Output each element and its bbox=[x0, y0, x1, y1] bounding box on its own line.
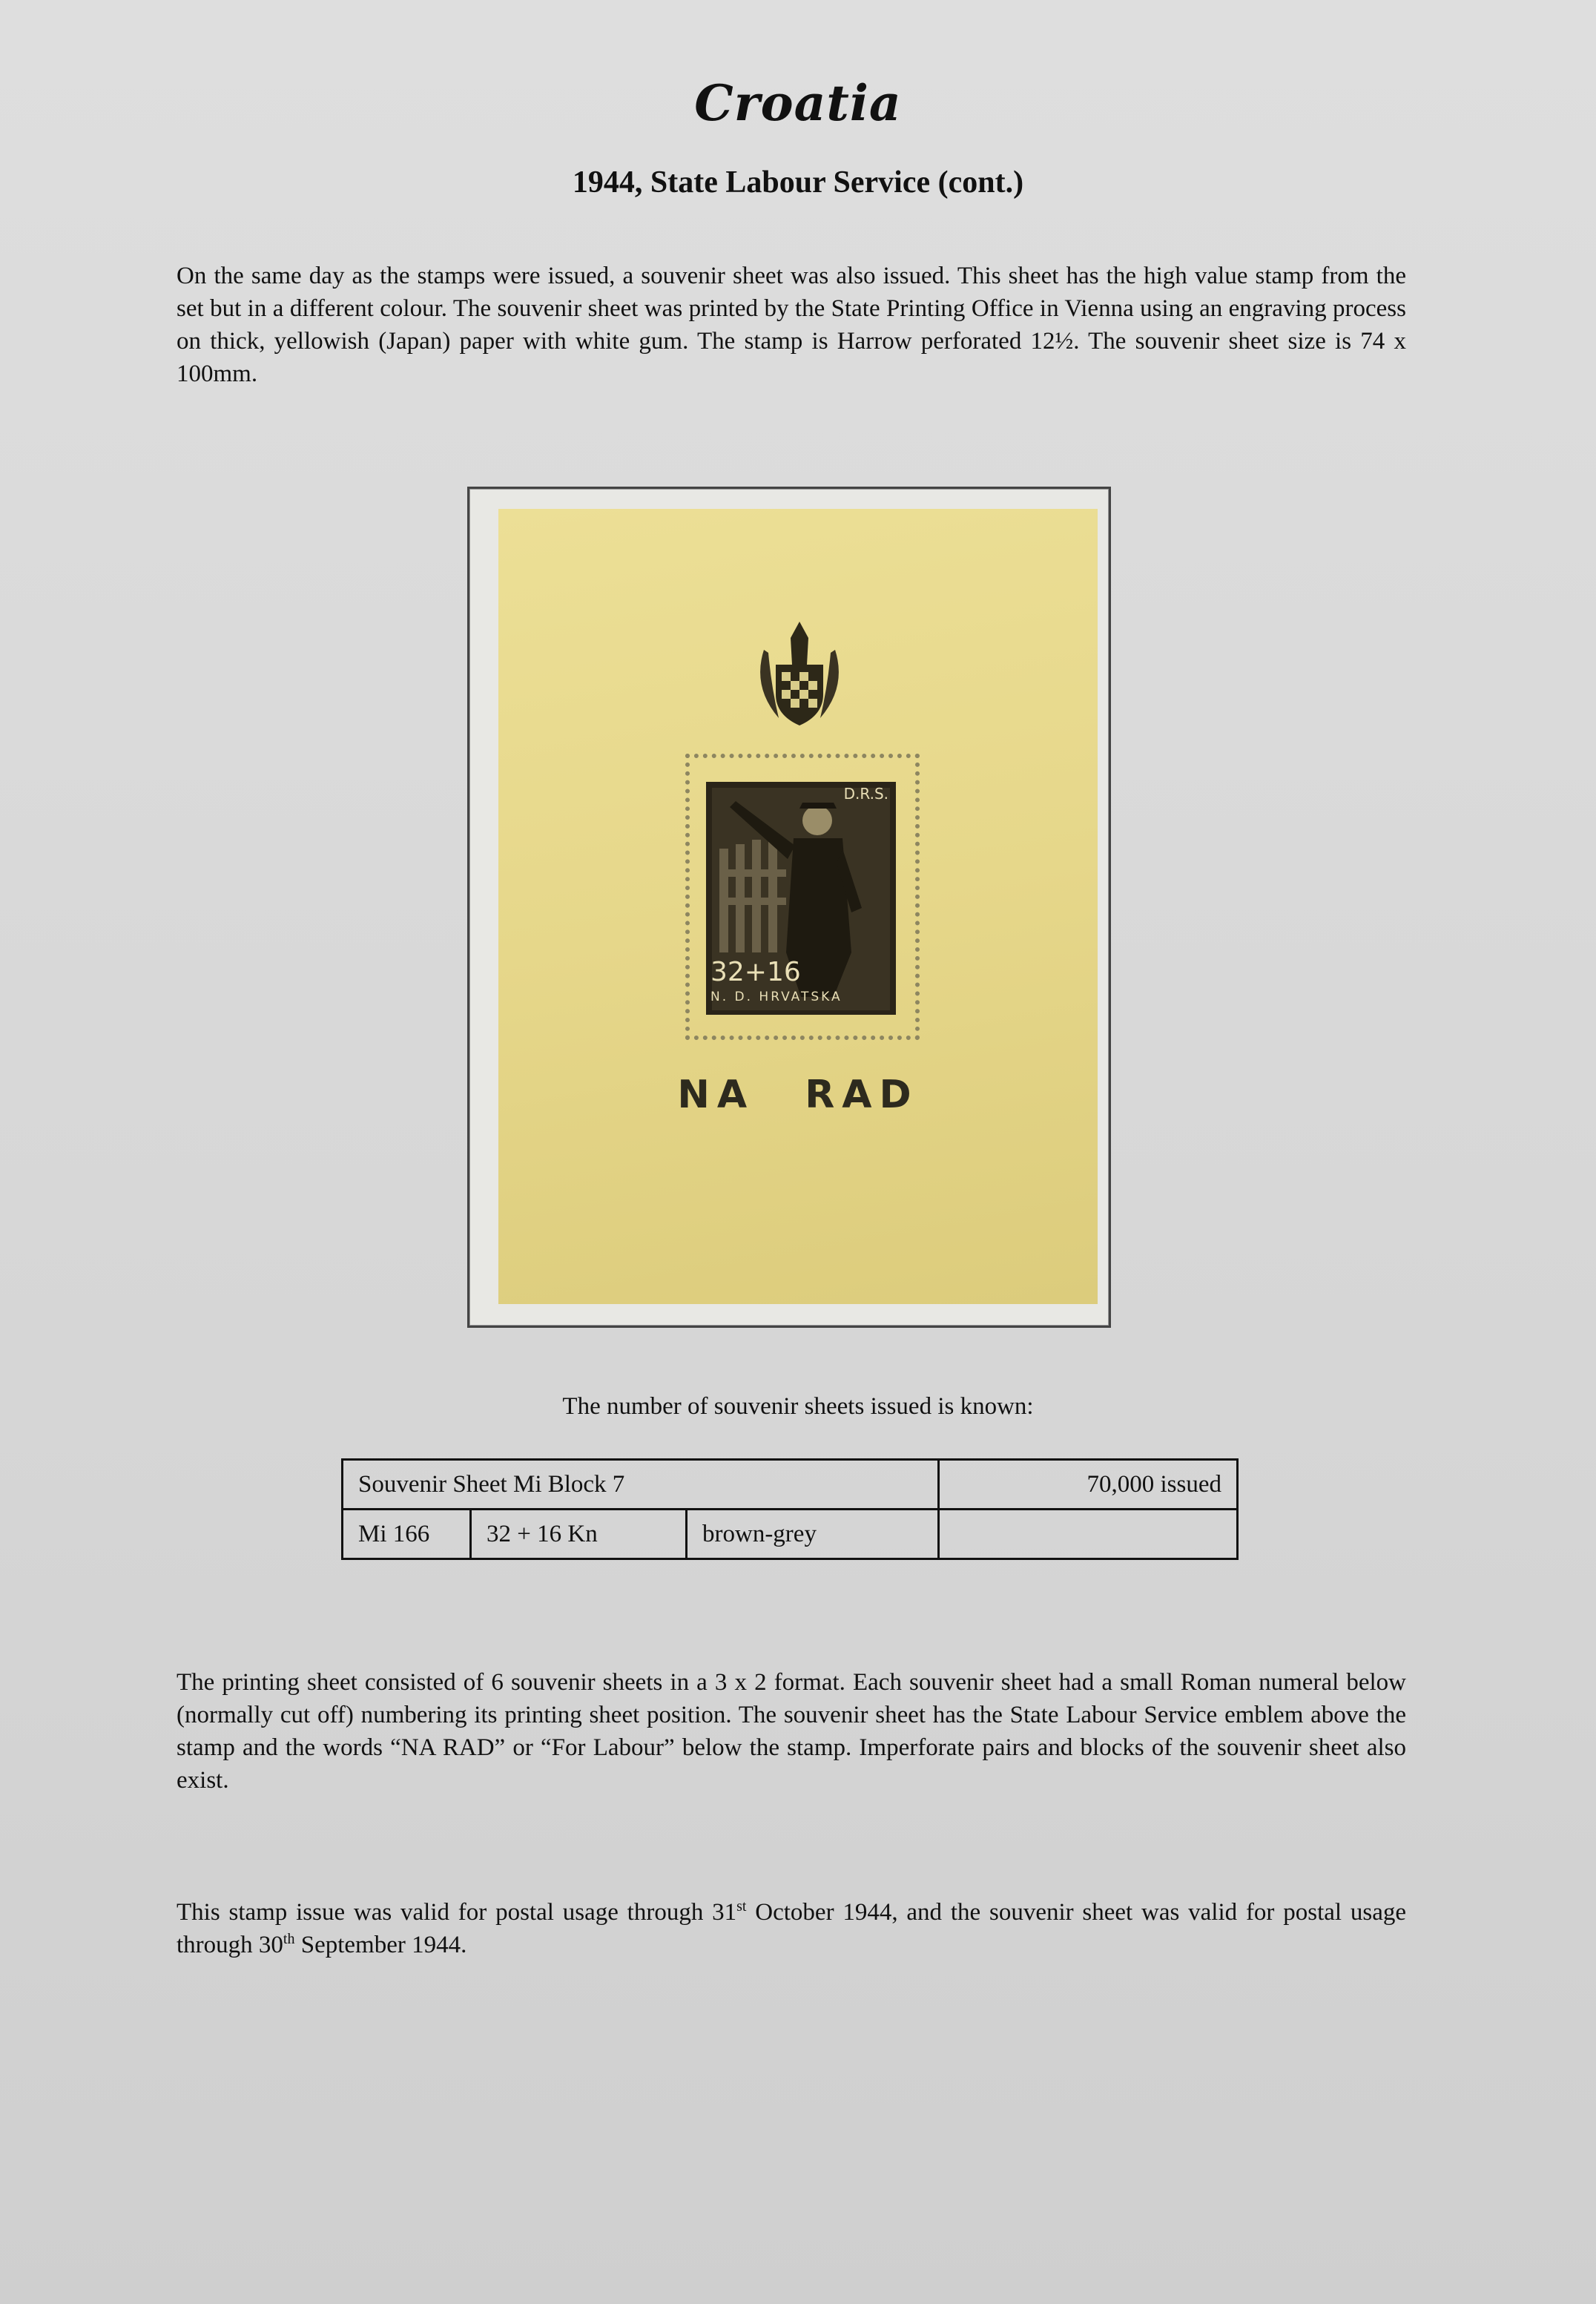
table-cell-count bbox=[939, 1510, 1238, 1559]
table-cell-value: 32 + 16 Kn bbox=[471, 1510, 687, 1559]
validity-sup-2: th bbox=[283, 1931, 295, 1947]
page-title: Croatia bbox=[694, 74, 902, 132]
validity-paragraph bbox=[177, 1896, 1406, 1961]
table-caption: The number of souvenir sheets issued is known: bbox=[562, 1393, 1034, 1420]
intro-paragraph: On the same day as the stamps were issued, a souvenir sheet was also issued. This sheet has the high value stamp from the set but in a different colour. The souvenir sheet was printed by the State Printing Office in Vienna using an engraving process on thick, yellowish (Japan) paper with white gum. The stamp is Harrow perforated 12½. The souvenir sheet size is 74 x 100mm. bbox=[177, 263, 1406, 387]
table-header-label: Souvenir Sheet Mi Block 7 bbox=[343, 1460, 939, 1510]
validity-text-2: October 1944, and the souvenir sheet was valid for postal usage through 30 bbox=[177, 1899, 1406, 1958]
validity-sup-1: st bbox=[736, 1898, 747, 1915]
printing-paragraph: The printing sheet consisted of 6 souvenir sheets in a 3 x 2 format. Each souvenir sheet had a small Roman numeral below (normally cut off) numbering its printing sheet position. The souvenir sheet has the State Labour Service emblem above the stamp and the words “NA RAD” or “For Labour” below the stamp. Imperforate pairs and blocks of the souvenir sheet also exist. bbox=[177, 1669, 1406, 1794]
table-row bbox=[343, 1510, 1238, 1559]
table-cell-mi: Mi 166 bbox=[343, 1510, 471, 1559]
issue-table bbox=[341, 1458, 1239, 1560]
stamp-country: N. D. HRVATSKA bbox=[710, 990, 842, 1004]
validity-text-3: September 1944. bbox=[294, 1932, 467, 1958]
table-cell-color: brown-grey bbox=[687, 1510, 939, 1559]
stamp-value: 32+16 bbox=[710, 957, 801, 987]
state-labour-service-emblem-icon bbox=[749, 620, 850, 731]
stamp-top-label: D.R.S. bbox=[843, 785, 888, 803]
validity-text-1: This stamp issue was valid for postal usage through 31 bbox=[177, 1899, 737, 1926]
sheet-inscription: NA RAD bbox=[677, 1073, 919, 1117]
table-header-count: 70,000 issued bbox=[939, 1460, 1238, 1510]
page-subtitle: 1944, State Labour Service (cont.) bbox=[572, 165, 1024, 200]
table-row bbox=[343, 1460, 1238, 1510]
stamp-image bbox=[706, 782, 896, 1015]
